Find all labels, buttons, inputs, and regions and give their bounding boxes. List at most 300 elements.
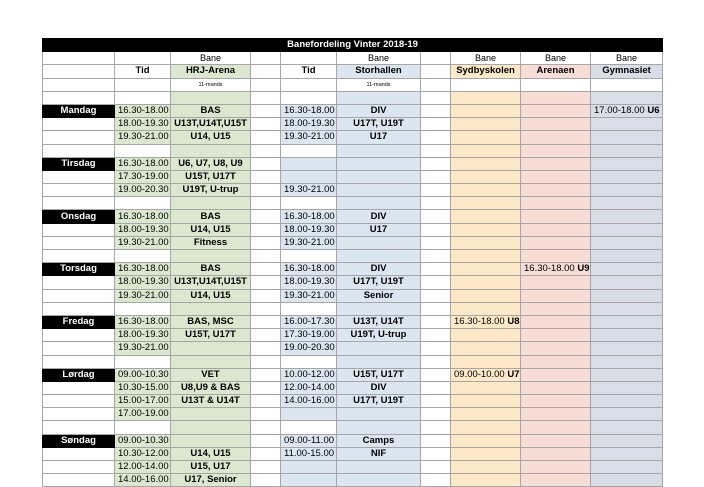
storhallen-team: U17 bbox=[337, 131, 421, 144]
arenaen-slot bbox=[521, 118, 591, 131]
separator-cell bbox=[337, 144, 421, 157]
bane-spacer bbox=[421, 52, 451, 65]
storhallen-team: DIV bbox=[337, 381, 421, 394]
separator-cell bbox=[451, 91, 521, 104]
day-spacer bbox=[43, 223, 115, 236]
separator-cell bbox=[115, 197, 171, 210]
schedule-row bbox=[43, 434, 663, 447]
arenaen-slot-time: 16.30-18.00 bbox=[524, 263, 575, 275]
separator-cell bbox=[281, 144, 337, 157]
storhallen-time: 19.30-21.00 bbox=[281, 289, 337, 302]
schedule-row bbox=[43, 170, 663, 183]
schedule-row bbox=[43, 461, 663, 474]
hrj-time: 16.30-18.00 bbox=[115, 157, 171, 170]
sydbyskolen-slot bbox=[451, 118, 521, 131]
gymnasiet-slot bbox=[591, 408, 663, 421]
separator-cell bbox=[421, 197, 451, 210]
hrj-team: U15, U17 bbox=[171, 461, 251, 474]
separator-cell bbox=[591, 302, 663, 315]
hrj-team: VET bbox=[171, 368, 251, 381]
hrj-time: 10.30-12.00 bbox=[115, 447, 171, 460]
storhallen-time bbox=[281, 157, 337, 170]
storhallen-time: 11.00-15.00 bbox=[281, 447, 337, 460]
hrj-team: U13T,U14T,U15T bbox=[171, 276, 251, 289]
hrj-team: U8,U9 & BAS bbox=[171, 381, 251, 394]
gymnasiet-slot bbox=[591, 184, 663, 197]
gymnasiet-slot bbox=[591, 210, 663, 223]
hrj-team: BAS, MSC bbox=[171, 315, 251, 328]
day-separator-row bbox=[43, 355, 663, 368]
hrj-team: BAS bbox=[171, 210, 251, 223]
gap-cell bbox=[251, 263, 281, 276]
gymnasiet-slot bbox=[591, 157, 663, 170]
day-spacer bbox=[43, 289, 115, 302]
separator-cell bbox=[521, 421, 591, 434]
arenaen-slot-group: U9 bbox=[577, 263, 590, 275]
hrj-time: 17.30-19.00 bbox=[115, 170, 171, 183]
separator-cell bbox=[521, 91, 591, 104]
arenaen-slot bbox=[521, 434, 591, 447]
day-spacer bbox=[43, 395, 115, 408]
separator-cell bbox=[337, 302, 421, 315]
arenaen-slot bbox=[521, 461, 591, 474]
note-row bbox=[43, 78, 663, 91]
storhallen-team: U13T, U14T bbox=[337, 315, 421, 328]
sydbyskolen-slot bbox=[451, 342, 521, 355]
sydbyskolen-slot bbox=[451, 461, 521, 474]
day-label: Mandag bbox=[43, 104, 115, 117]
header-gymnasiet: Gymnasiet bbox=[591, 65, 663, 78]
gap-cell bbox=[421, 263, 451, 276]
separator-cell bbox=[281, 421, 337, 434]
storhallen-team bbox=[337, 157, 421, 170]
day-label: Fredag bbox=[43, 315, 115, 328]
storhallen-team: DIV bbox=[337, 104, 421, 117]
gap-cell bbox=[251, 329, 281, 342]
separator-cell bbox=[451, 144, 521, 157]
storhallen-time: 19.30-21.00 bbox=[281, 131, 337, 144]
storhallen-time: 19.30-21.00 bbox=[281, 184, 337, 197]
sydbyskolen-slot-time: 09.00-10.00 bbox=[454, 368, 505, 380]
header-spacer bbox=[421, 65, 451, 78]
separator-cell bbox=[421, 250, 451, 263]
gymnasiet-slot bbox=[591, 276, 663, 289]
note-storhallen: 11-mands bbox=[337, 78, 421, 91]
storhallen-time: 09.00-11.00 bbox=[281, 434, 337, 447]
arenaen-slot bbox=[521, 381, 591, 394]
header-spacer bbox=[251, 65, 281, 78]
schedule-row bbox=[43, 289, 663, 302]
gap-cell bbox=[251, 408, 281, 421]
hrj-time: 16.30-18.00 bbox=[115, 210, 171, 223]
gap-cell bbox=[421, 157, 451, 170]
gymnasiet-slot bbox=[591, 447, 663, 460]
gap-cell bbox=[421, 434, 451, 447]
schedule-row bbox=[43, 263, 663, 276]
schedule-row bbox=[43, 131, 663, 144]
schedule-row bbox=[43, 184, 663, 197]
storhallen-team: DIV bbox=[337, 210, 421, 223]
separator-cell bbox=[171, 197, 251, 210]
schedule-row bbox=[43, 474, 663, 487]
storhallen-team: U15T, U17T bbox=[337, 368, 421, 381]
storhallen-team: U17T, U19T bbox=[337, 118, 421, 131]
arenaen-slot bbox=[521, 289, 591, 302]
arenaen-slot bbox=[521, 315, 591, 328]
arenaen-slot bbox=[521, 210, 591, 223]
gymnasiet-slot bbox=[591, 395, 663, 408]
hrj-time: 16.30-18.00 bbox=[115, 315, 171, 328]
separator-cell bbox=[251, 355, 281, 368]
sydbyskolen-slot bbox=[451, 276, 521, 289]
hrj-team: U13T & U14T bbox=[171, 395, 251, 408]
hrj-time: 19.30-21.00 bbox=[115, 342, 171, 355]
schedule-row bbox=[43, 329, 663, 342]
day-separator-row bbox=[43, 302, 663, 315]
gap-cell bbox=[251, 342, 281, 355]
storhallen-time: 18.00-19.30 bbox=[281, 276, 337, 289]
gymnasiet-slot bbox=[591, 342, 663, 355]
arenaen-slot bbox=[521, 104, 591, 117]
storhallen-time: 18.00-19.30 bbox=[281, 118, 337, 131]
sydbyskolen-slot bbox=[451, 289, 521, 302]
note-spacer bbox=[43, 78, 115, 91]
hrj-team: U14, U15 bbox=[171, 289, 251, 302]
gymnasiet-slot bbox=[591, 104, 663, 117]
note-spacer bbox=[521, 78, 591, 91]
storhallen-time: 10.00-12.00 bbox=[281, 368, 337, 381]
separator-cell bbox=[43, 421, 115, 434]
gymnasiet-slot bbox=[591, 263, 663, 276]
arenaen-slot bbox=[521, 276, 591, 289]
storhallen-team: NIF bbox=[337, 447, 421, 460]
separator-cell bbox=[251, 421, 281, 434]
separator-cell bbox=[115, 302, 171, 315]
gap-cell bbox=[421, 170, 451, 183]
sydbyskolen-slot bbox=[451, 474, 521, 487]
separator-cell bbox=[171, 91, 251, 104]
storhallen-time: 16.30-18.00 bbox=[281, 263, 337, 276]
gymnasiet-slot bbox=[591, 131, 663, 144]
hrj-time: 16.30-18.00 bbox=[115, 104, 171, 117]
hrj-time: 19.00-20.30 bbox=[115, 184, 171, 197]
separator-cell bbox=[521, 144, 591, 157]
sydbyskolen-slot bbox=[451, 263, 521, 276]
gymnasiet-slot bbox=[591, 461, 663, 474]
separator-cell bbox=[451, 197, 521, 210]
separator-cell bbox=[281, 302, 337, 315]
gap-cell bbox=[251, 434, 281, 447]
day-separator-row bbox=[43, 197, 663, 210]
gap-cell bbox=[251, 395, 281, 408]
hrj-time: 18.00-19.30 bbox=[115, 329, 171, 342]
sydbyskolen-slot bbox=[451, 170, 521, 183]
schedule-row bbox=[43, 342, 663, 355]
hrj-time: 18.00-19.30 bbox=[115, 276, 171, 289]
gap-cell bbox=[251, 236, 281, 249]
separator-cell bbox=[43, 91, 115, 104]
storhallen-team bbox=[337, 461, 421, 474]
header-sydbyskolen: Sydbyskolen bbox=[451, 65, 521, 78]
sydbyskolen-slot-time: 16.30-18.00 bbox=[454, 316, 505, 328]
storhallen-team: U17T, U19T bbox=[337, 276, 421, 289]
schedule-row bbox=[43, 223, 663, 236]
day-label: Søndag bbox=[43, 434, 115, 447]
gymnasiet-slot-time: 17.00-18.00 bbox=[594, 105, 645, 117]
hrj-time: 16.30-18.00 bbox=[115, 263, 171, 276]
hrj-team: U15T, U17T bbox=[171, 170, 251, 183]
storhallen-team: U17 bbox=[337, 223, 421, 236]
arenaen-slot bbox=[521, 236, 591, 249]
separator-cell bbox=[115, 421, 171, 434]
storhallen-team: Camps bbox=[337, 434, 421, 447]
day-separator-row bbox=[43, 421, 663, 434]
day-spacer bbox=[43, 184, 115, 197]
gap-cell bbox=[421, 395, 451, 408]
storhallen-team: U17T, U19T bbox=[337, 395, 421, 408]
schedule-row bbox=[43, 104, 663, 117]
note-spacer bbox=[451, 78, 521, 91]
separator-cell bbox=[521, 355, 591, 368]
storhallen-team: Senior bbox=[337, 289, 421, 302]
storhallen-team bbox=[337, 170, 421, 183]
gap-cell bbox=[421, 474, 451, 487]
separator-cell bbox=[591, 197, 663, 210]
gymnasiet-slot bbox=[591, 223, 663, 236]
separator-cell bbox=[43, 144, 115, 157]
gymnasiet-slot bbox=[591, 315, 663, 328]
gap-cell bbox=[251, 276, 281, 289]
schedule-row bbox=[43, 368, 663, 381]
gap-cell bbox=[421, 210, 451, 223]
separator-cell bbox=[337, 421, 421, 434]
gap-cell bbox=[251, 104, 281, 117]
separator-cell bbox=[337, 91, 421, 104]
gap-cell bbox=[421, 118, 451, 131]
bane-label-sydbyskolen: Bane bbox=[451, 52, 521, 65]
header-row bbox=[43, 65, 663, 78]
gap-cell bbox=[421, 408, 451, 421]
separator-cell bbox=[421, 421, 451, 434]
day-separator-row bbox=[43, 250, 663, 263]
gap-cell bbox=[421, 131, 451, 144]
hrj-team bbox=[171, 408, 251, 421]
sydbyskolen-slot bbox=[451, 368, 521, 381]
header-arenaen: Arenaen bbox=[521, 65, 591, 78]
separator-cell bbox=[521, 302, 591, 315]
separator-cell bbox=[281, 91, 337, 104]
storhallen-time bbox=[281, 461, 337, 474]
note-spacer bbox=[591, 78, 663, 91]
gap-cell bbox=[421, 236, 451, 249]
separator-cell bbox=[281, 355, 337, 368]
bane-spacer bbox=[115, 52, 171, 65]
schedule-body bbox=[43, 39, 663, 487]
hrj-team: U14, U15 bbox=[171, 131, 251, 144]
gap-cell bbox=[251, 210, 281, 223]
bane-spacer bbox=[251, 52, 281, 65]
separator-cell bbox=[281, 250, 337, 263]
schedule-row bbox=[43, 315, 663, 328]
arenaen-slot bbox=[521, 184, 591, 197]
separator-cell bbox=[171, 250, 251, 263]
schedule-row bbox=[43, 210, 663, 223]
hrj-time: 14.00-16.00 bbox=[115, 474, 171, 487]
separator-cell bbox=[591, 355, 663, 368]
separator-cell bbox=[115, 250, 171, 263]
gymnasiet-slot-group: U6 bbox=[647, 105, 660, 117]
gap-cell bbox=[421, 368, 451, 381]
storhallen-time: 19.00-20.30 bbox=[281, 342, 337, 355]
schedule-row bbox=[43, 157, 663, 170]
bane-spacer bbox=[43, 52, 115, 65]
title-row bbox=[43, 39, 663, 52]
gap-cell bbox=[421, 381, 451, 394]
storhallen-time: 16.00-17.30 bbox=[281, 315, 337, 328]
gap-cell bbox=[251, 315, 281, 328]
hrj-time: 09.00-10.30 bbox=[115, 434, 171, 447]
gymnasiet-slot bbox=[591, 170, 663, 183]
hrj-team bbox=[171, 434, 251, 447]
storhallen-team bbox=[337, 474, 421, 487]
gap-cell bbox=[421, 289, 451, 302]
gymnasiet-slot bbox=[591, 474, 663, 487]
schedule-row bbox=[43, 236, 663, 249]
separator-cell bbox=[521, 250, 591, 263]
hrj-team: BAS bbox=[171, 263, 251, 276]
separator-cell bbox=[115, 355, 171, 368]
gap-cell bbox=[251, 184, 281, 197]
separator-cell bbox=[421, 355, 451, 368]
storhallen-team bbox=[337, 184, 421, 197]
separator-cell bbox=[421, 302, 451, 315]
gap-cell bbox=[421, 329, 451, 342]
gap-cell bbox=[251, 118, 281, 131]
separator-cell bbox=[591, 91, 663, 104]
sheet-title: Banefordeling Vinter 2018-19 bbox=[43, 39, 663, 52]
separator-cell bbox=[171, 302, 251, 315]
day-spacer bbox=[43, 236, 115, 249]
hrj-time: 09.00-10.30 bbox=[115, 368, 171, 381]
day-separator-row bbox=[43, 91, 663, 104]
sydbyskolen-slot bbox=[451, 408, 521, 421]
arenaen-slot bbox=[521, 263, 591, 276]
separator-cell bbox=[337, 197, 421, 210]
separator-cell bbox=[171, 421, 251, 434]
arenaen-slot bbox=[521, 408, 591, 421]
arenaen-slot bbox=[521, 447, 591, 460]
arenaen-slot bbox=[521, 170, 591, 183]
hrj-time: 12.00-14.00 bbox=[115, 461, 171, 474]
hrj-time: 18.00-19.30 bbox=[115, 118, 171, 131]
day-label: Onsdag bbox=[43, 210, 115, 223]
gymnasiet-slot bbox=[591, 368, 663, 381]
hrj-team: U15T, U17T bbox=[171, 329, 251, 342]
arenaen-slot bbox=[521, 474, 591, 487]
note-spacer bbox=[421, 78, 451, 91]
bane-row bbox=[43, 52, 663, 65]
separator-cell bbox=[591, 421, 663, 434]
hrj-time: 17.00-19.00 bbox=[115, 408, 171, 421]
day-label: Lørdag bbox=[43, 368, 115, 381]
gymnasiet-slot bbox=[591, 381, 663, 394]
note-spacer bbox=[115, 78, 171, 91]
gap-cell bbox=[421, 223, 451, 236]
separator-cell bbox=[451, 302, 521, 315]
day-spacer bbox=[43, 170, 115, 183]
gap-cell bbox=[421, 447, 451, 460]
separator-cell bbox=[451, 250, 521, 263]
day-spacer bbox=[43, 342, 115, 355]
bane-label-gymnasiet: Bane bbox=[591, 52, 663, 65]
gap-cell bbox=[251, 131, 281, 144]
storhallen-time: 19.30-21.00 bbox=[281, 236, 337, 249]
day-label: Torsdag bbox=[43, 263, 115, 276]
sydbyskolen-slot-group: U7 bbox=[507, 368, 520, 380]
day-spacer bbox=[43, 408, 115, 421]
arenaen-slot bbox=[521, 395, 591, 408]
separator-cell bbox=[43, 197, 115, 210]
hrj-team: U14, U15 bbox=[171, 223, 251, 236]
hrj-team: U14, U15 bbox=[171, 447, 251, 460]
schedule-row bbox=[43, 395, 663, 408]
gymnasiet-slot bbox=[591, 329, 663, 342]
day-separator-row bbox=[43, 144, 663, 157]
sydbyskolen-slot bbox=[451, 236, 521, 249]
hrj-time: 19.30-21.00 bbox=[115, 131, 171, 144]
schedule-row bbox=[43, 408, 663, 421]
header-tid-2: Tid bbox=[281, 65, 337, 78]
hrj-team: U13T,U14T,U15T bbox=[171, 118, 251, 131]
gymnasiet-slot bbox=[591, 118, 663, 131]
storhallen-team bbox=[337, 236, 421, 249]
day-spacer bbox=[43, 118, 115, 131]
separator-cell bbox=[115, 91, 171, 104]
gap-cell bbox=[251, 289, 281, 302]
gap-cell bbox=[421, 461, 451, 474]
separator-cell bbox=[337, 250, 421, 263]
storhallen-time: 16.30-18.00 bbox=[281, 104, 337, 117]
gymnasiet-slot bbox=[591, 236, 663, 249]
storhallen-team: DIV bbox=[337, 263, 421, 276]
day-spacer bbox=[43, 381, 115, 394]
arenaen-slot bbox=[521, 342, 591, 355]
day-spacer bbox=[43, 276, 115, 289]
storhallen-team bbox=[337, 408, 421, 421]
bane-label-storhallen: Bane bbox=[337, 52, 421, 65]
separator-cell bbox=[171, 144, 251, 157]
storhallen-team bbox=[337, 342, 421, 355]
separator-cell bbox=[43, 250, 115, 263]
storhallen-time: 17.30-19.00 bbox=[281, 329, 337, 342]
separator-cell bbox=[521, 197, 591, 210]
gap-cell bbox=[251, 447, 281, 460]
separator-cell bbox=[251, 197, 281, 210]
arenaen-slot bbox=[521, 368, 591, 381]
gap-cell bbox=[251, 474, 281, 487]
storhallen-time bbox=[281, 408, 337, 421]
hrj-team: U19T, U-trup bbox=[171, 184, 251, 197]
schedule-row bbox=[43, 118, 663, 131]
hrj-team: BAS bbox=[171, 104, 251, 117]
separator-cell bbox=[591, 144, 663, 157]
gap-cell bbox=[421, 104, 451, 117]
gap-cell bbox=[421, 184, 451, 197]
sydbyskolen-slot bbox=[451, 210, 521, 223]
separator-cell bbox=[281, 197, 337, 210]
arenaen-slot bbox=[521, 131, 591, 144]
separator-cell bbox=[591, 250, 663, 263]
